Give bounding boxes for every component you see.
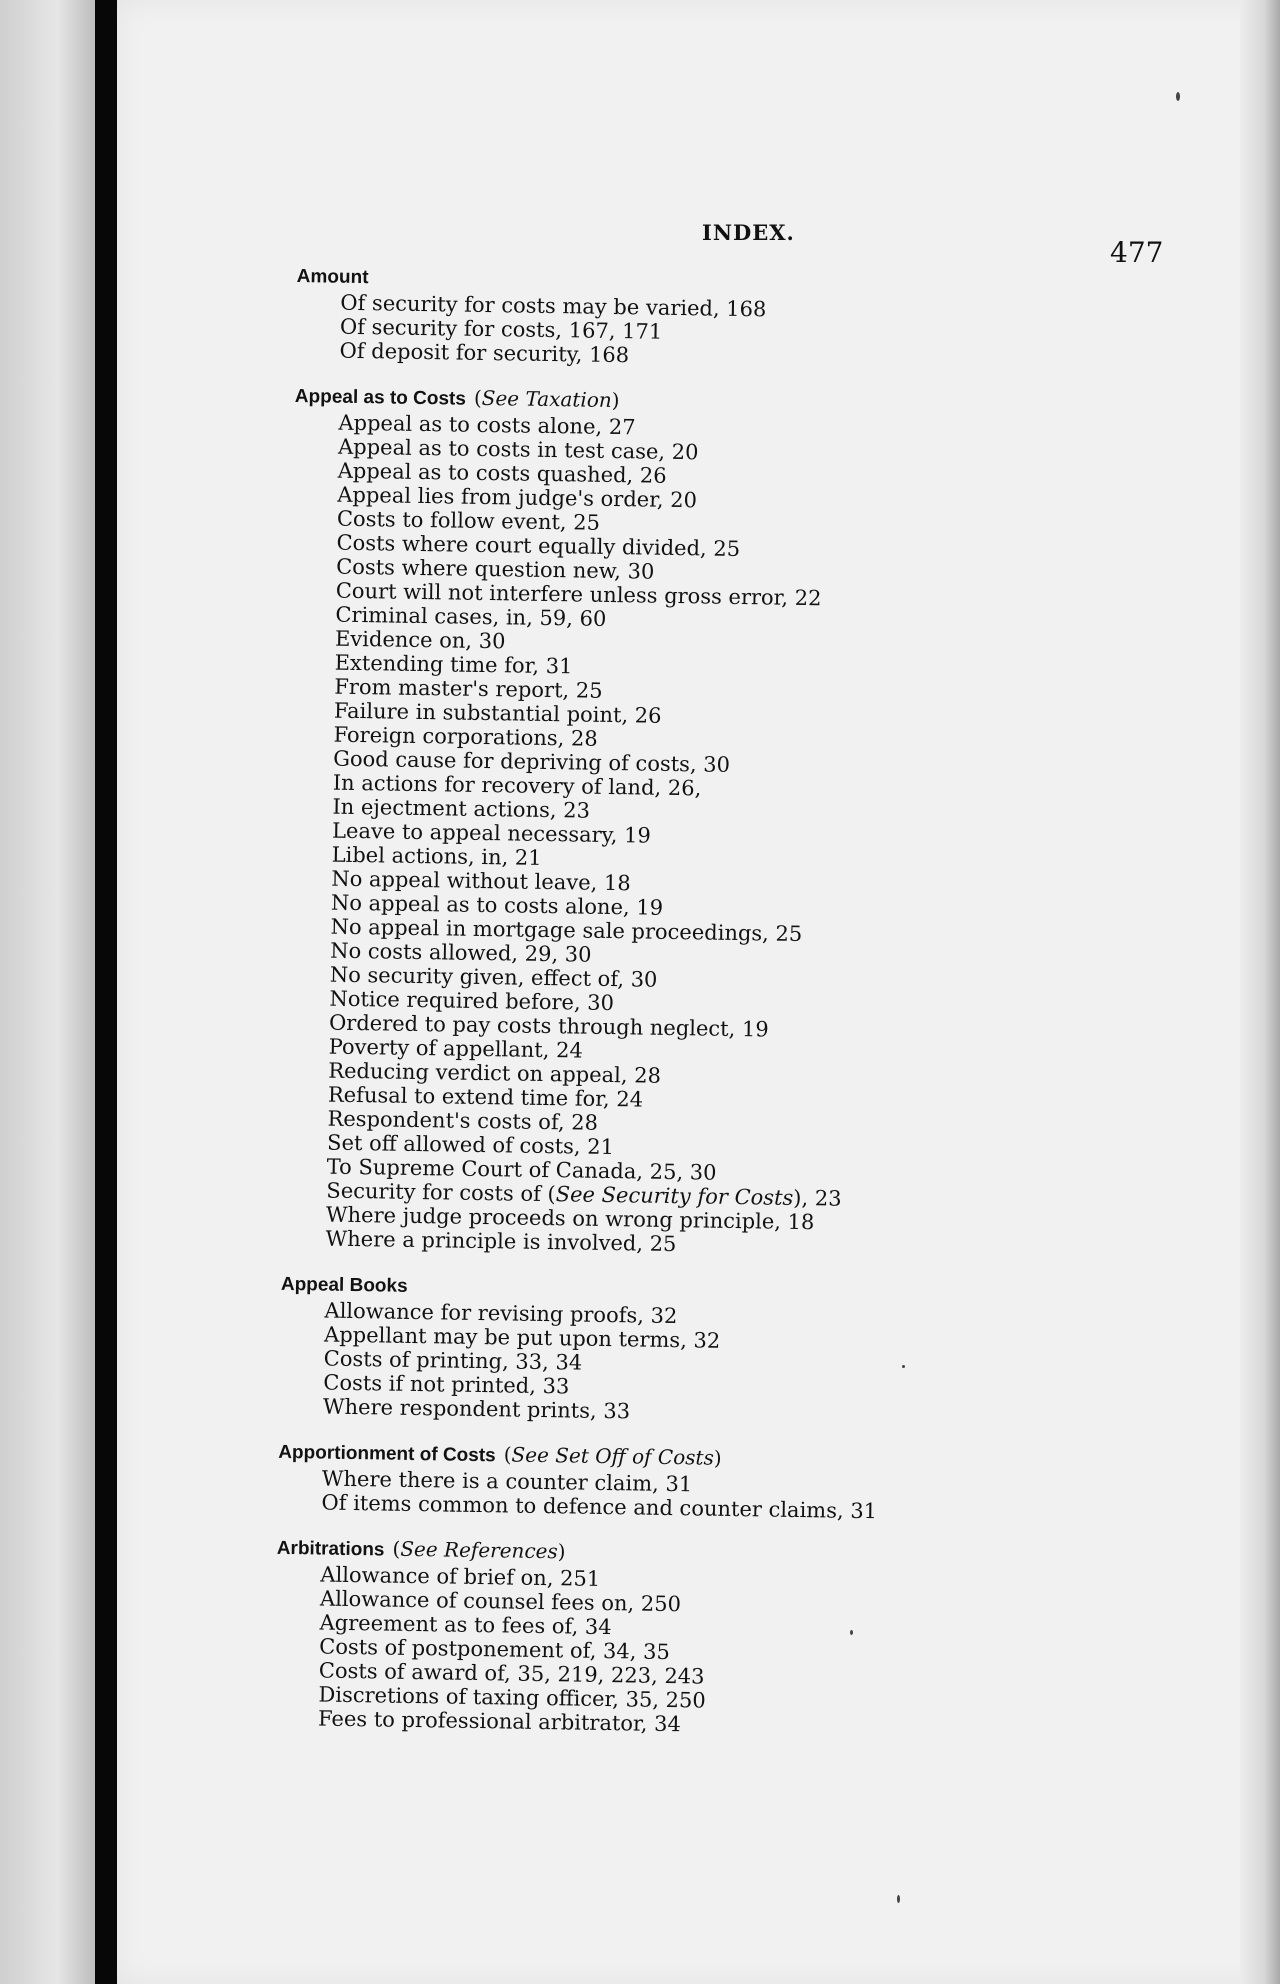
sub-entry: Appeal as to costs quashed, 26 bbox=[337, 458, 667, 488]
sub-entry: Agreement as to fees of, 34 bbox=[319, 1610, 612, 1640]
facing-page-edge bbox=[0, 0, 95, 1984]
sub-entry: Of security for costs may be varied, 168 bbox=[340, 290, 767, 322]
sub-entry: Costs to follow event, 25 bbox=[336, 506, 601, 535]
sub-entry: Of deposit for security, 168 bbox=[339, 338, 630, 368]
sub-entry: Of items common to defence and counter claims, 31 bbox=[321, 1490, 878, 1524]
sub-entry: Poverty of appellant, 24 bbox=[328, 1034, 583, 1063]
sub-entry: Refusal to extend time for, 24 bbox=[327, 1082, 644, 1112]
sub-entry: Fees to professional arbitrator, 34 bbox=[317, 1706, 682, 1737]
index-entry-appeal-books bbox=[279, 1270, 1231, 1433]
sub-entry: In actions for recovery of land, 26, bbox=[332, 770, 702, 801]
dust-speck bbox=[902, 1365, 905, 1368]
dust-speck bbox=[850, 1630, 853, 1635]
index-entry-amount bbox=[295, 262, 1246, 377]
index-page bbox=[117, 0, 1280, 1984]
sub-entry: Where a principle is involved, 25 bbox=[325, 1226, 677, 1257]
sub-entry: Leave to appeal necessary, 19 bbox=[331, 818, 651, 848]
dust-speck bbox=[897, 1895, 900, 1903]
sub-entry: Failure in substantial point, 26 bbox=[333, 698, 662, 728]
sub-entry: From master's report, 25 bbox=[334, 674, 603, 703]
sub-entry-list bbox=[279, 1298, 1231, 1433]
entry-heading: Appeal as to Costs bbox=[294, 385, 467, 410]
sub-entry: Allowance for revising proofs, 32 bbox=[324, 1298, 678, 1329]
sub-entry: Appeal as to costs alone, 27 bbox=[338, 410, 636, 440]
sub-entry: Respondent's costs of, 28 bbox=[327, 1106, 599, 1135]
sub-entry: To Supreme Court of Canada, 25, 30 bbox=[326, 1154, 717, 1185]
sub-entry: Of security for costs, 167, 171 bbox=[339, 314, 663, 344]
entry-heading: Amount bbox=[296, 265, 369, 289]
sub-entry: Where judge proceeds on wrong principle, 18 bbox=[325, 1202, 815, 1235]
sub-entry: Set off allowed of costs, 21 bbox=[326, 1130, 615, 1160]
sub-entry: Allowance of counsel fees on, 250 bbox=[319, 1586, 682, 1617]
sub-entry: Costs where court equally divided, 25 bbox=[336, 530, 741, 561]
index-list bbox=[274, 262, 1247, 1745]
sub-entry: Costs of award of, 35, 219, 223, 243 bbox=[318, 1658, 705, 1689]
sub-entry: Appeal as to costs in test case, 20 bbox=[337, 434, 699, 465]
sub-entry: Where there is a counter claim, 31 bbox=[321, 1466, 693, 1497]
sub-entry: In ejectment actions, 23 bbox=[332, 794, 591, 823]
sub-entry: Extending time for, 31 bbox=[334, 650, 573, 679]
sub-entry: No appeal without leave, 18 bbox=[331, 866, 631, 896]
entry-heading: Appeal Books bbox=[280, 1273, 408, 1297]
sub-entry: Ordered to pay costs through neglect, 19 bbox=[328, 1010, 769, 1042]
gutter-shadow bbox=[95, 0, 117, 1984]
see-reference-text: See Security for Costs bbox=[555, 1182, 794, 1210]
sub-entry: Where respondent prints, 33 bbox=[322, 1394, 631, 1424]
index-entry-arbitrations bbox=[274, 1534, 1227, 1745]
sub-entry: Good cause for depriving of costs, 30 bbox=[333, 746, 731, 777]
index-entry-appeal-as-to-costs bbox=[281, 382, 1245, 1265]
sub-entry-list bbox=[274, 1562, 1227, 1745]
sub-entry: Appellant may be put upon terms, 32 bbox=[323, 1322, 721, 1353]
sub-entry-list bbox=[281, 410, 1244, 1265]
sub-entry: Security for costs of (See Security for Costs), 23 bbox=[326, 1178, 842, 1211]
sub-entry: Notice required before, 30 bbox=[329, 986, 615, 1016]
sub-entry: Costs if not printed, 33 bbox=[323, 1370, 570, 1399]
cross-reference: (See Taxation) bbox=[473, 385, 620, 413]
sub-entry: No appeal in mortgage sale proceedings, 25 bbox=[330, 914, 803, 947]
entry-heading: Apportionment of Costs bbox=[278, 1441, 496, 1467]
running-head: INDEX. bbox=[702, 220, 795, 245]
page-number: 477 bbox=[1110, 236, 1164, 269]
see-reference-text: See Set Off of Costs bbox=[511, 1442, 715, 1470]
sub-entry: Criminal cases, in, 59, 60 bbox=[335, 602, 607, 631]
sub-entry: Allowance of brief on, 251 bbox=[320, 1562, 601, 1591]
dust-speck bbox=[1176, 92, 1180, 101]
sub-entry: Costs of postponement of, 34, 35 bbox=[319, 1634, 671, 1665]
sub-entry: Reducing verdict on appeal, 28 bbox=[328, 1058, 662, 1088]
see-reference-text: See References bbox=[400, 1536, 558, 1564]
cross-reference: (See References) bbox=[392, 1536, 566, 1564]
sub-entry: Court will not interfere unless gross error, 22 bbox=[335, 578, 822, 611]
entry-heading: Arbitrations bbox=[276, 1537, 385, 1561]
sub-entry: Discretions of taxing officer, 35, 250 bbox=[318, 1682, 706, 1713]
sub-entry-list bbox=[295, 290, 1246, 377]
sub-entry: Evidence on, 30 bbox=[334, 626, 506, 654]
sub-entry: No security given, effect of, 30 bbox=[329, 962, 658, 992]
sub-entry: No appeal as to costs alone, 19 bbox=[330, 890, 664, 920]
sub-entry: No costs allowed, 29, 30 bbox=[329, 938, 592, 967]
sub-entry: Libel actions, in, 21 bbox=[331, 842, 542, 870]
cross-reference: (See Set Off of Costs) bbox=[503, 1442, 722, 1470]
sub-entry: Costs where question new, 30 bbox=[336, 554, 655, 584]
sub-entry: Appeal lies from judge's order, 20 bbox=[337, 482, 698, 513]
sub-entry: Foreign corporations, 28 bbox=[333, 722, 598, 751]
see-reference-text: See Taxation bbox=[481, 385, 612, 412]
index-entry-apportionment-of-costs bbox=[277, 1438, 1228, 1529]
sub-entry: Costs of printing, 33, 34 bbox=[323, 1346, 583, 1375]
